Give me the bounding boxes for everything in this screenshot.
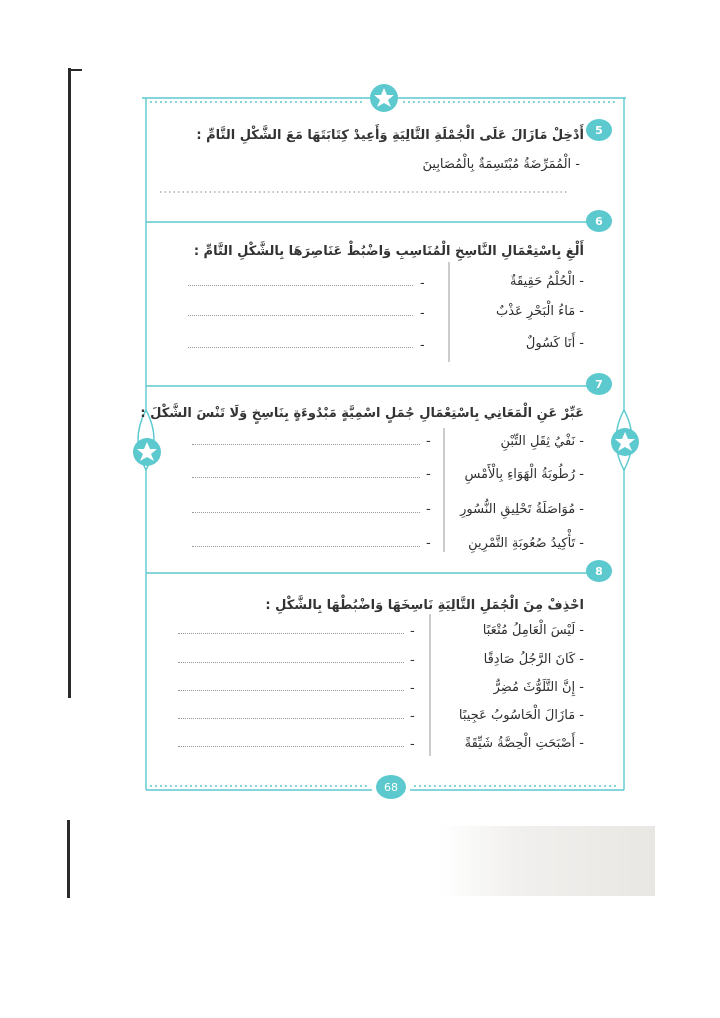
answer-dash: - [426, 536, 431, 551]
answer-dash: - [420, 338, 425, 353]
exercise1-instruction: أَدْخِلْ مَازَالَ عَلَى الْجُمْلَةِ التَّالِيَةِ وَأَعِيدْ كِتَابَتَهَا مَعَ الشَّكْلِ التَّامِّ : [196, 128, 584, 143]
exercise1-sentence: - الْمُمَرِّضَةُ مُبْتَسِمَةٌ بِالْمُصَابِينَ [422, 157, 580, 172]
answer-line[interactable] [178, 690, 404, 691]
exercise4-item: - كَانَ الرَّجُلُ صَادِقًا [483, 652, 584, 667]
answer-line[interactable] [178, 662, 404, 663]
answer-line[interactable] [178, 718, 404, 719]
answer-dash: - [410, 709, 415, 724]
answer-dash: - [420, 306, 425, 321]
exercise3-item: - مُوَاصَلَةُ تَحْلِيقِ النُّسُورِ [460, 502, 584, 517]
answer-line[interactable] [192, 444, 420, 445]
exercise3-item: - تَأْكِيدُ صُعُوبَةِ التَّمْرِينِ [468, 536, 584, 551]
answer-line[interactable] [192, 477, 420, 478]
exercise2-item: - أَنَا كَسُولٌ [525, 336, 584, 351]
exercise-number-badge [586, 560, 612, 582]
exercise-number-badge [586, 119, 612, 141]
exercise-number-badge [586, 373, 612, 395]
answer-dash: - [420, 276, 425, 291]
answer-line[interactable] [178, 746, 404, 747]
page-number-badge [376, 775, 406, 799]
answer-dash: - [410, 681, 415, 696]
answer-line[interactable] [188, 285, 413, 286]
exercise-number: 5 [595, 123, 603, 137]
answer-line[interactable] [188, 315, 413, 316]
answer-line[interactable] [192, 546, 420, 547]
answer-dash: - [426, 502, 431, 517]
exercise4-instruction: احْذِفْ مِنَ الْجُمَلِ التَّالِيَةِ نَاسِخَهَا وَاضْبُطْهَا بِالشَّكْلِ : [265, 598, 584, 613]
exercise3-item: - نَفْيُ ثِقَلِ التِّبْنِ [500, 434, 584, 449]
answer-dash: - [426, 434, 431, 449]
exercise4-item: - مَازَالَ الْحَاسُوبُ عَجِيبًا [458, 708, 584, 723]
exercise-number: 6 [595, 214, 603, 228]
exercise3-instruction: عَبِّرْ عَنِ الْمَعَانِي بِاسْتِعْمَالِ جُمَلٍ اسْمِيَّةٍ مَبْدُوءَةٍ بِنَاسِخٍ وَلَا تَنْسَ الشَّكْلَ : [140, 406, 584, 421]
exercise2-item: - مَاءُ الْبَحْرِ عَذْبٌ [495, 304, 584, 319]
exercise4-item: - إِنَّ التَّلَوُّثَ مُضِرٌّ [493, 680, 584, 695]
answer-dash: - [410, 624, 415, 639]
exercise4-item: - لَيْسَ الْعَامِلُ مُتْعَبًا [482, 623, 584, 638]
exercise2-item: - الْحُلْمُ حَقِيقَةٌ [510, 274, 584, 289]
exercise-number: 8 [595, 564, 603, 578]
exercise-number: 7 [595, 377, 603, 391]
answer-dash: - [410, 737, 415, 752]
answer-line[interactable] [178, 633, 404, 634]
exercise-number-badge [586, 210, 612, 232]
page-number: 68 [384, 780, 398, 794]
answer-dash: - [410, 653, 415, 668]
exercise2-instruction: أَلْغِ بِاسْتِعْمَالِ النَّاسِخِ الْمُنَاسِبِ وَاضْبُطْ عَنَاصِرَهَا بِالشَّكْلِ التَّامِّ : [193, 244, 584, 259]
answer-line[interactable] [188, 347, 413, 348]
exercise4-item: - أَصْبَحَتِ الْحِصَّةُ شَيِّقَةً [464, 736, 584, 751]
exercise3-item: - رُطُوبَةُ الْهَوَاءِ بِالْأَمْسِ [464, 467, 584, 482]
answer-line[interactable] [192, 512, 420, 513]
answer-dash: - [426, 467, 431, 482]
